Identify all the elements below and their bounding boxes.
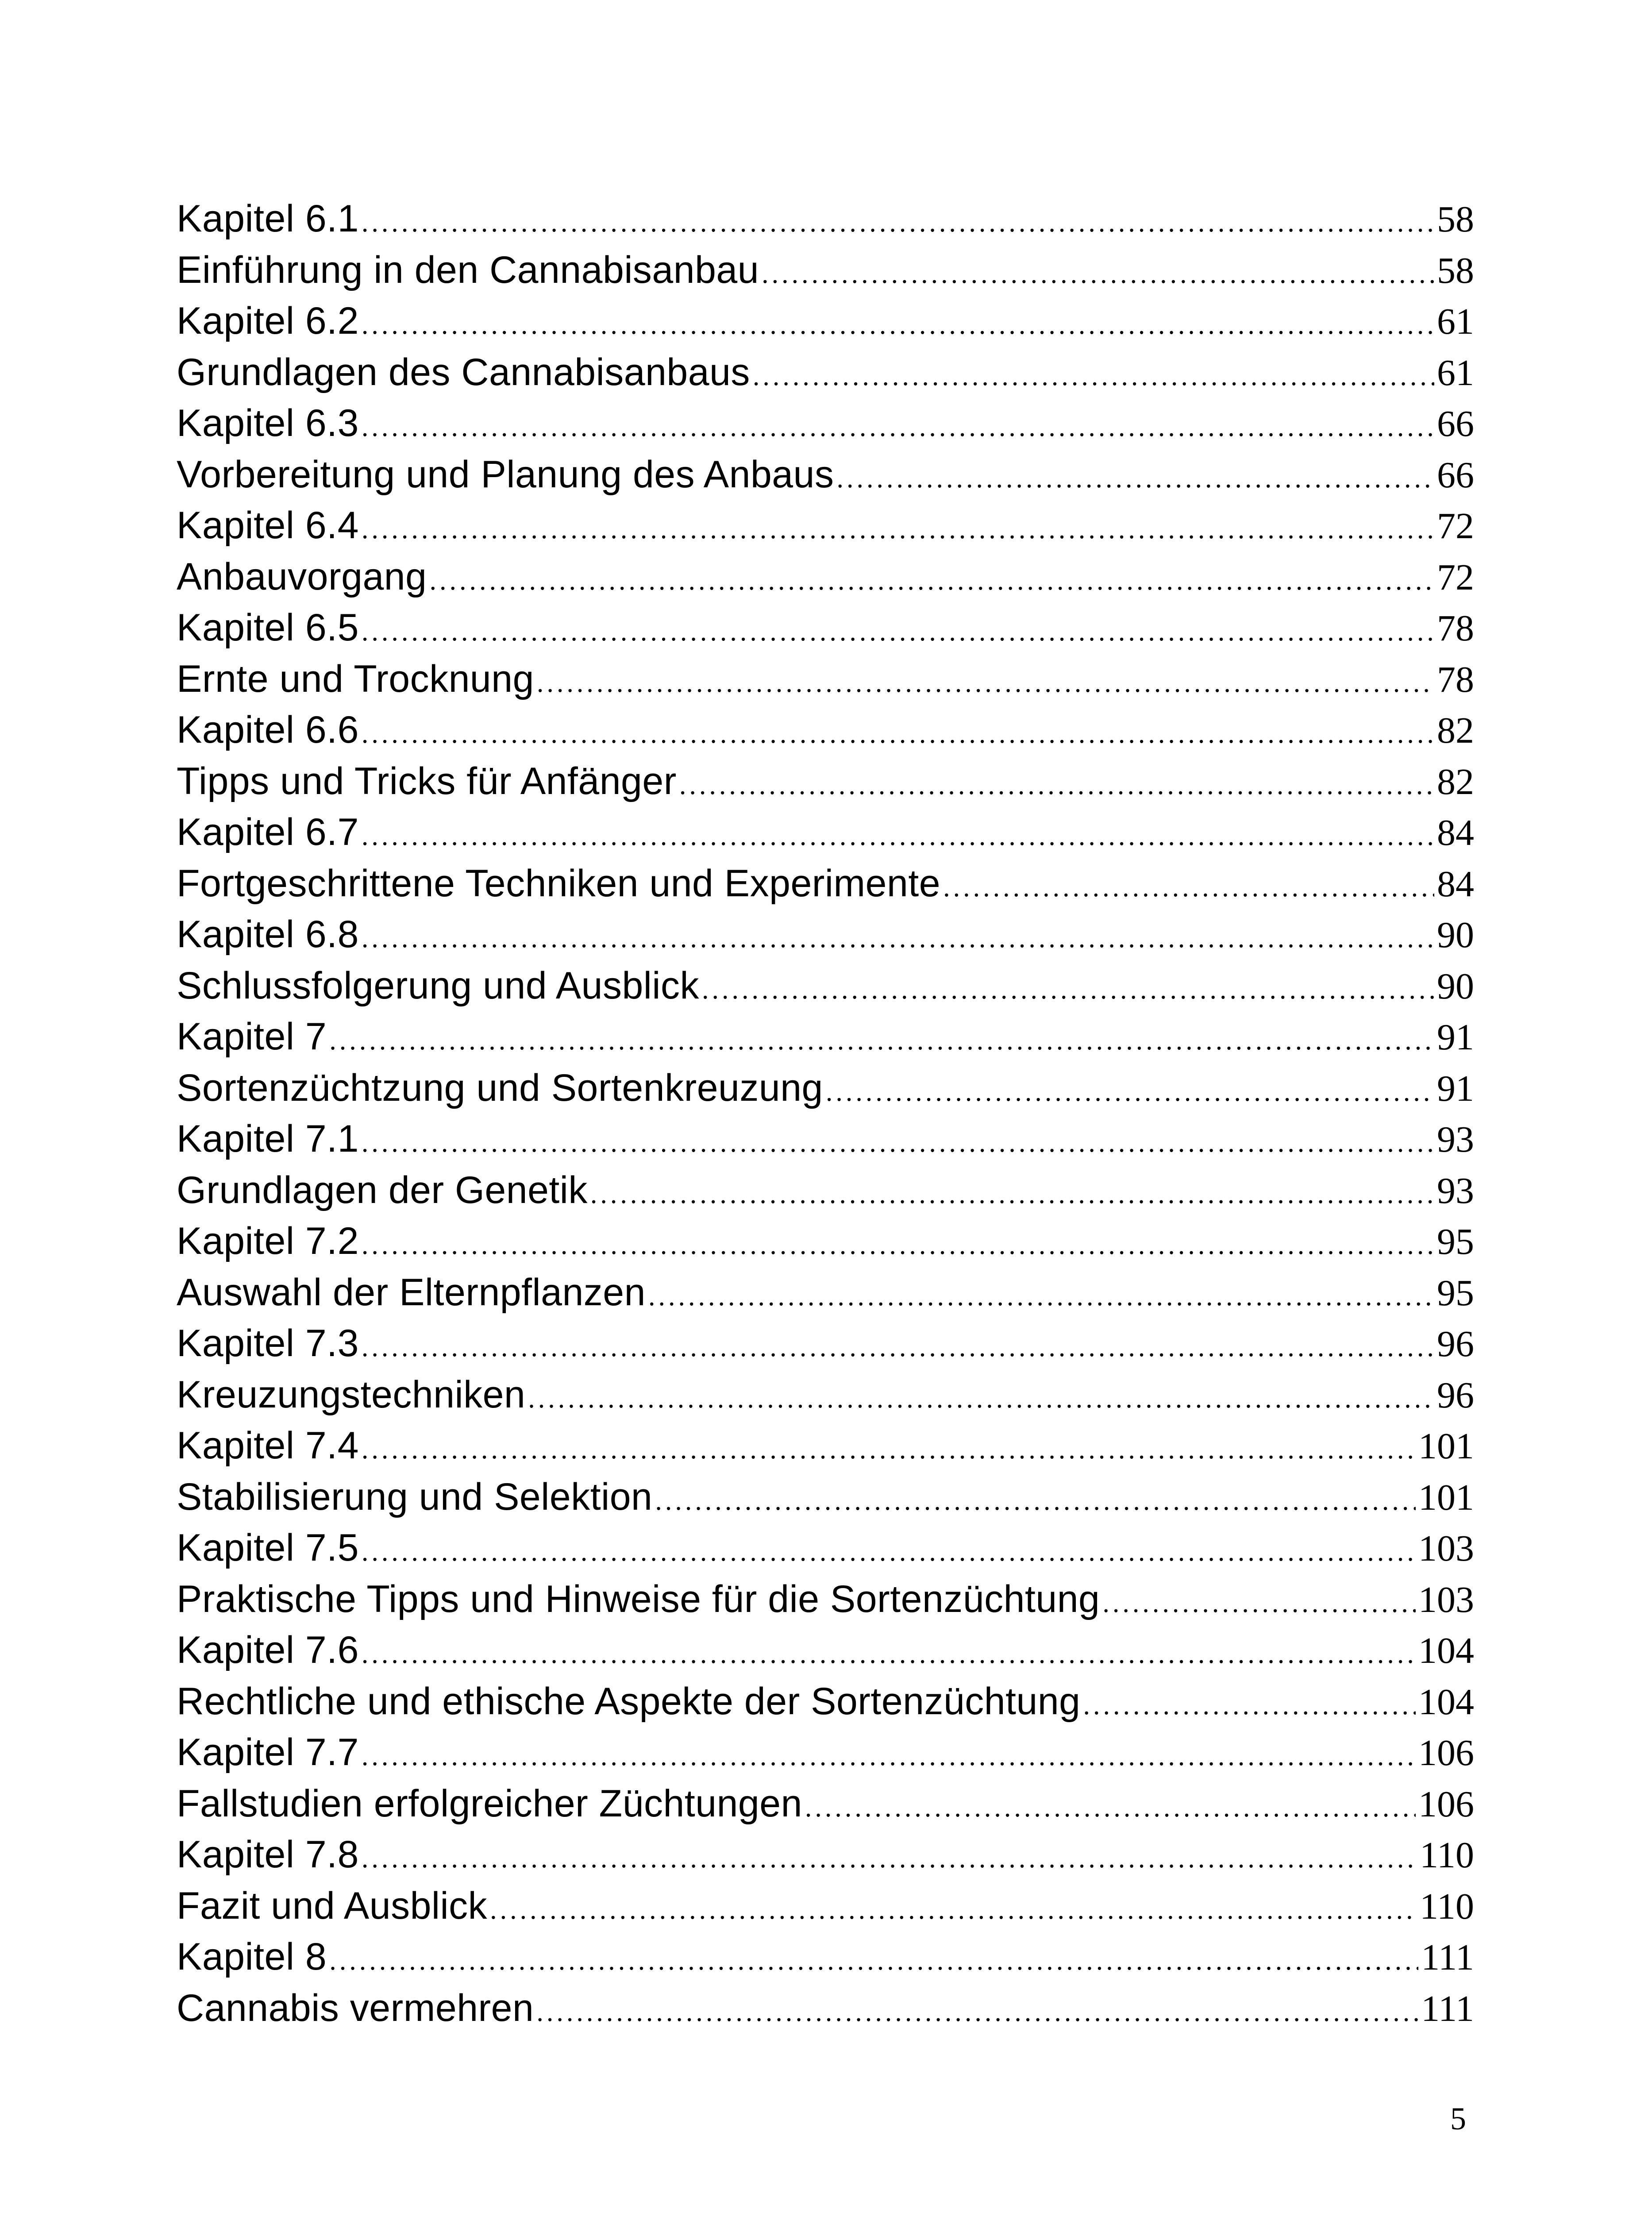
page-number: 5 [1450, 2101, 1466, 2136]
toc-entry-page: 58 [1437, 250, 1474, 291]
dot-leader [826, 1067, 1434, 1118]
toc-entry-title: Fortgeschrittene Techniken und Experimente [177, 862, 941, 905]
dot-leader [536, 1987, 1418, 2038]
toc-entry-page: 101 [1418, 1477, 1474, 1518]
toc-entry-title: Anbauvorgang [177, 555, 427, 598]
toc-entry-title: Auswahl der Elternpflanzen [177, 1271, 646, 1314]
toc-entry-title: Kapitel 6.3 [177, 402, 359, 444]
toc-entry-page: 58 [1437, 199, 1474, 240]
toc-entry-title: Kapitel 7.5 [177, 1527, 359, 1569]
toc-entry-page: 111 [1421, 1988, 1474, 2029]
toc-entry-page: 95 [1437, 1221, 1474, 1262]
toc-entry [177, 1011, 1474, 1063]
toc-entry [177, 1165, 1474, 1216]
dot-leader [362, 1322, 1434, 1373]
toc-entry-page: 96 [1437, 1323, 1474, 1365]
toc-entry-page: 106 [1418, 1732, 1474, 1773]
dot-leader [362, 709, 1434, 760]
toc-entry [177, 551, 1474, 603]
dot-leader [648, 1271, 1434, 1322]
dot-leader [362, 1220, 1434, 1271]
toc-entry-page: 72 [1437, 556, 1474, 598]
dot-leader [702, 964, 1434, 1016]
toc-entry-page: 101 [1418, 1426, 1474, 1467]
toc-entry-title: Stabilisierung und Selektion [177, 1475, 653, 1518]
dot-leader [362, 504, 1434, 555]
dot-leader [762, 249, 1434, 300]
toc-entry [177, 807, 1474, 858]
toc-entry [177, 1829, 1474, 1881]
toc-entry [177, 1881, 1474, 1932]
toc-entry-title: Kapitel 7.1 [177, 1118, 359, 1160]
table-of-contents [177, 193, 1474, 2034]
toc-entry-title: Fazit und Ausblick [177, 1884, 488, 1927]
toc-entry-title: Kapitel 8 [177, 1935, 327, 1978]
toc-entry-page: 78 [1437, 608, 1474, 649]
dot-leader [429, 555, 1434, 607]
toc-entry-page: 110 [1420, 1835, 1474, 1876]
toc-entry [177, 602, 1474, 654]
toc-entry [177, 1625, 1474, 1676]
toc-entry-page: 91 [1437, 1068, 1474, 1109]
toc-entry [177, 1369, 1474, 1421]
dot-leader [528, 1373, 1434, 1425]
toc-entry-title: Kapitel 7.8 [177, 1833, 359, 1876]
dot-leader [943, 862, 1434, 914]
dot-leader [362, 606, 1434, 658]
toc-entry-page: 82 [1437, 710, 1474, 751]
toc-entry-page: 90 [1437, 914, 1474, 956]
dot-leader [362, 300, 1434, 351]
toc-entry-page: 90 [1437, 965, 1474, 1007]
toc-entry [177, 705, 1474, 756]
dot-leader [362, 1731, 1416, 1782]
toc-entry-title: Cannabis vermehren [177, 1986, 534, 2029]
toc-entry [177, 449, 1474, 501]
toc-entry [177, 1983, 1474, 2034]
toc-entry [177, 1216, 1474, 1267]
toc-entry-title: Sortenzüchtzung und Sortenkreuzung [177, 1066, 823, 1109]
toc-entry-title: Tipps und Tricks für Anfänger [177, 760, 677, 802]
dot-leader [590, 1169, 1434, 1220]
dot-leader [362, 402, 1434, 453]
toc-entry [177, 654, 1474, 705]
toc-entry-title: Kreuzungstechniken [177, 1373, 526, 1416]
toc-entry-page: 95 [1437, 1272, 1474, 1314]
toc-entry-page: 96 [1437, 1374, 1474, 1416]
toc-entry-title: Kapitel 6.2 [177, 300, 359, 342]
toc-entry-page: 66 [1437, 454, 1474, 496]
dot-leader [836, 453, 1434, 505]
toc-entry [177, 858, 1474, 910]
toc-entry-page: 82 [1437, 761, 1474, 802]
toc-entry-title: Schlussfolgerung und Ausblick [177, 964, 700, 1007]
toc-entry [177, 245, 1474, 296]
dot-leader [655, 1476, 1416, 1527]
dot-leader [362, 811, 1434, 862]
toc-entry-page: 72 [1437, 505, 1474, 547]
toc-entry [177, 500, 1474, 551]
toc-entry [177, 347, 1474, 398]
dot-leader [362, 1118, 1434, 1169]
toc-entry [177, 1318, 1474, 1369]
toc-entry [177, 756, 1474, 807]
toc-entry [177, 1420, 1474, 1472]
toc-entry [177, 296, 1474, 347]
toc-entry-title: Kapitel 7.7 [177, 1731, 359, 1773]
dot-leader [362, 1527, 1416, 1578]
toc-entry [177, 1267, 1474, 1319]
dot-leader [329, 1015, 1434, 1067]
toc-entry-title: Kapitel 7.4 [177, 1424, 359, 1467]
toc-entry-page: 93 [1437, 1119, 1474, 1160]
toc-entry-page: 66 [1437, 403, 1474, 444]
toc-entry-title: Kapitel 7 [177, 1015, 327, 1058]
toc-entry-page: 104 [1418, 1630, 1474, 1671]
toc-entry-title: Einführung in den Cannabisanbau [177, 248, 759, 291]
dot-leader [679, 760, 1434, 811]
toc-entry-title: Fallstudien erfolgreicher Züchtungen [177, 1782, 802, 1825]
dot-leader [362, 1629, 1416, 1680]
dot-leader [1102, 1578, 1416, 1629]
toc-entry-title: Kapitel 6.4 [177, 504, 359, 547]
dot-leader [1083, 1680, 1416, 1731]
toc-entry-page: 110 [1420, 1885, 1474, 1927]
toc-entry-page: 103 [1418, 1579, 1474, 1620]
toc-entry-page: 61 [1437, 301, 1474, 342]
toc-entry-page: 91 [1437, 1017, 1474, 1058]
toc-entry-title: Kapitel 7.2 [177, 1220, 359, 1262]
toc-entry-title: Rechtliche und ethische Aspekte der Sortenzüchtung [177, 1680, 1081, 1723]
toc-entry-title: Kapitel 6.8 [177, 913, 359, 956]
toc-entry-title: Kapitel 6.1 [177, 197, 359, 240]
dot-leader [537, 658, 1434, 709]
toc-entry-title: Kapitel 6.6 [177, 709, 359, 751]
toc-entry-title: Grundlagen der Genetik [177, 1168, 588, 1211]
toc-entry-title: Ernte und Trocknung [177, 657, 534, 700]
toc-entry-title: Praktische Tipps und Hinweise für die Sortenzüchtung [177, 1577, 1100, 1620]
toc-entry-page: 106 [1418, 1783, 1474, 1825]
toc-entry-title: Kapitel 7.6 [177, 1629, 359, 1671]
toc-entry-title: Kapitel 7.3 [177, 1322, 359, 1365]
toc-entry-title: Kapitel 6.7 [177, 811, 359, 853]
dot-leader [362, 197, 1434, 249]
toc-entry [177, 909, 1474, 960]
toc-entry-page: 84 [1437, 863, 1474, 905]
toc-entry [177, 1676, 1474, 1727]
toc-entry-page: 84 [1437, 812, 1474, 853]
dot-leader [490, 1885, 1417, 1936]
toc-entry [177, 1932, 1474, 1983]
toc-entry-page: 111 [1421, 1937, 1474, 1978]
dot-leader [362, 1833, 1417, 1885]
toc-entry-title: Vorbereitung und Planung des Anbaus [177, 453, 834, 496]
toc-entry [177, 1727, 1474, 1778]
toc-entry [177, 193, 1474, 245]
toc-entry-title: Grundlagen des Cannabisanbaus [177, 351, 750, 393]
toc-entry-page: 93 [1437, 1170, 1474, 1211]
toc-entry [177, 398, 1474, 449]
toc-entry [177, 1778, 1474, 1830]
toc-entry [177, 1523, 1474, 1574]
toc-entry [177, 960, 1474, 1012]
toc-entry [177, 1114, 1474, 1165]
toc-entry-title: Kapitel 6.5 [177, 606, 359, 649]
toc-entry-page: 78 [1437, 659, 1474, 700]
toc-entry-page: 104 [1418, 1681, 1474, 1723]
dot-leader [753, 351, 1434, 402]
toc-entry-page: 103 [1418, 1528, 1474, 1569]
dot-leader [362, 913, 1434, 964]
toc-entry [177, 1063, 1474, 1114]
dot-leader [805, 1782, 1416, 1834]
dot-leader [362, 1424, 1416, 1476]
dot-leader [329, 1935, 1418, 1987]
toc-entry-page: 61 [1437, 352, 1474, 393]
toc-entry [177, 1574, 1474, 1625]
toc-entry [177, 1472, 1474, 1523]
